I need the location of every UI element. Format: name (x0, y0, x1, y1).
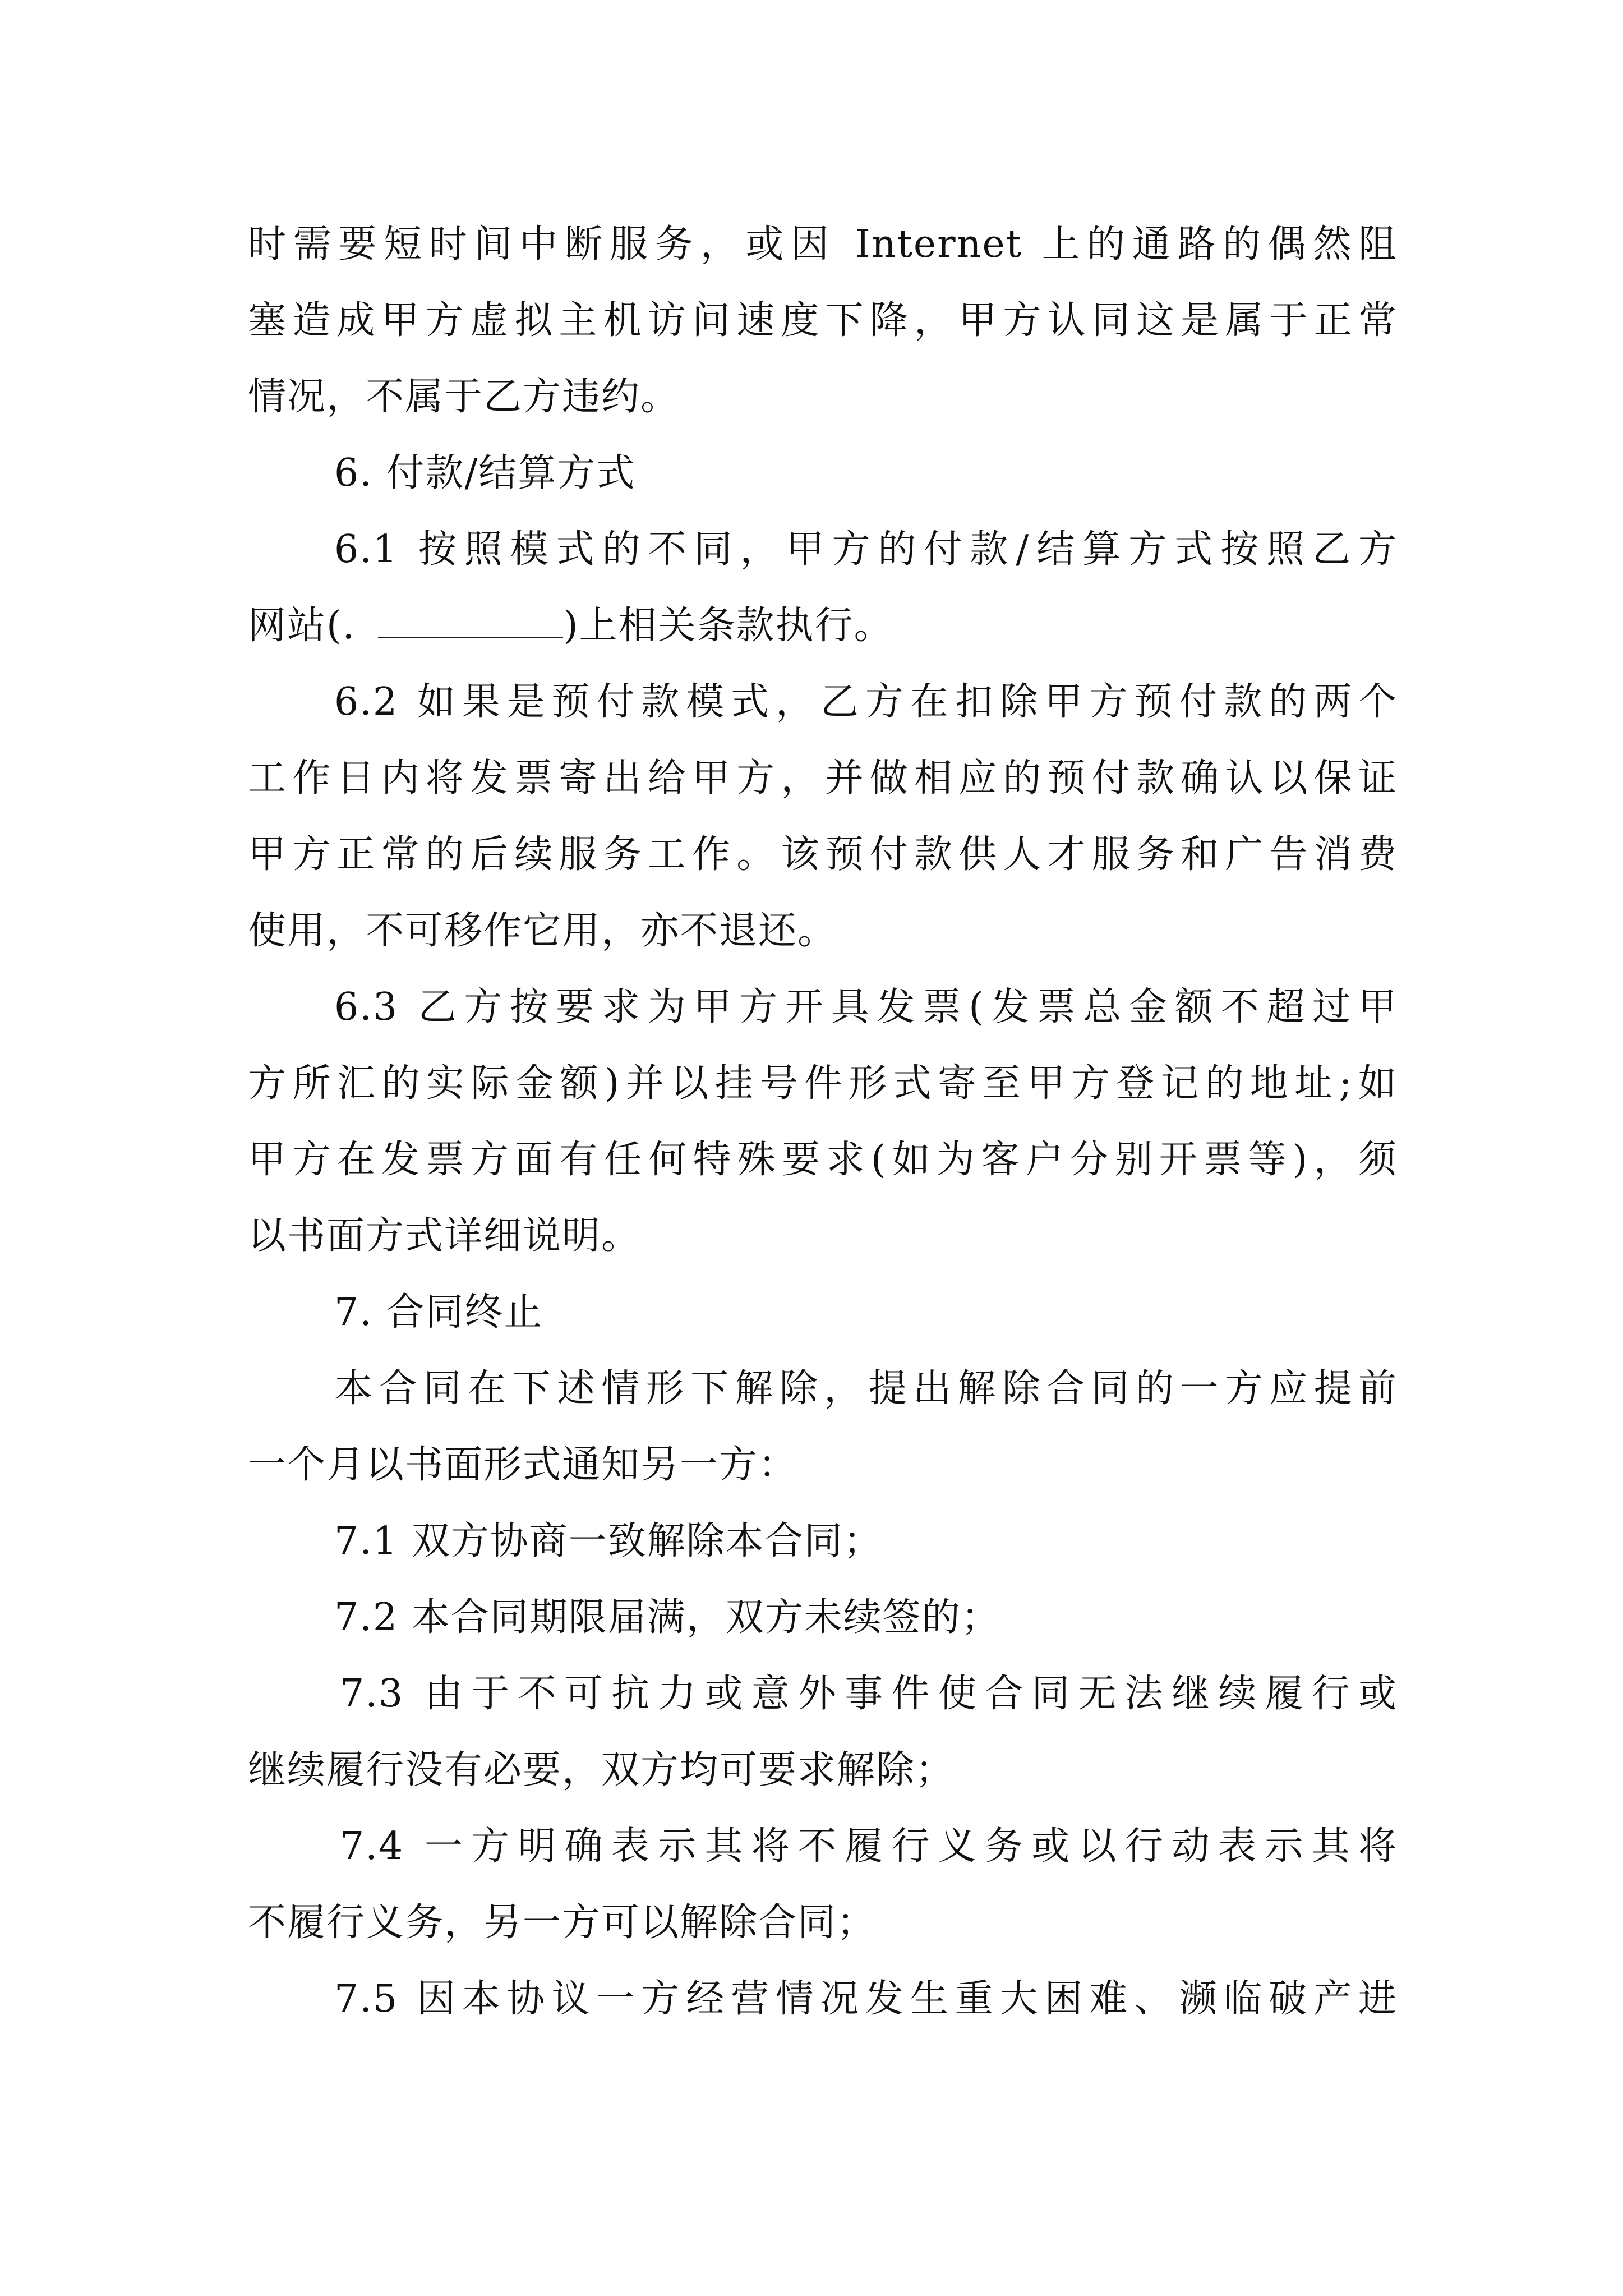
paragraph-line: 继续履行没有必要，双方均可要求解除； (248, 1748, 955, 1792)
url-blank (378, 604, 563, 638)
paragraph-line: 6.2 如果是预付款模式，乙方在扣除甲方预付款的两个 (334, 680, 1398, 724)
clause-7-3: 7.3 由于不可抗力或意外事件使合同无法继续履行或 (340, 1672, 1398, 1716)
clause-7-4: 7.4 一方明确表示其将不履行义务或以行动表示其将 (340, 1824, 1398, 1869)
paragraph-line: 情况，不属于乙方违约。 (248, 375, 680, 419)
paragraph-line: 甲方在发票方面有任何特殊要求(如为客户分别开票等)，须 (248, 1138, 1398, 1182)
clause-7-5: 7.5 因本协议一方经营情况发生重大困难、濒临破产进 (334, 1977, 1398, 2021)
paragraph-line: 一个月以书面形式通知另一方： (248, 1443, 798, 1487)
paragraph-line: 工作日内将发票寄出给甲方，并做相应的预付款确认以保证 (248, 756, 1398, 800)
website-prefix: 网站(. (248, 604, 356, 648)
paragraph-line: 6.1 按照模式的不同，甲方的付款/结算方式按照乙方 (334, 527, 1398, 572)
section-heading-7: 7. 合同终止 (334, 1290, 543, 1335)
section-heading-6: 6. 付款/结算方式 (334, 451, 636, 495)
clause-7-1: 7.1 双方协商一致解除本合同； (334, 1519, 883, 1563)
clause-7-2: 7.2 本合同期限届满，双方未续签的； (334, 1595, 1000, 1640)
paragraph-line: 6.3 乙方按要求为甲方开具发票(发票总金额不超过甲 (334, 985, 1398, 1029)
website-suffix: )上相关条款执行。 (563, 604, 893, 648)
paragraph-line (248, 598, 1398, 654)
paragraph-line: 本合同在下述情形下解除，提出解除合同的一方应提前 (334, 1366, 1398, 1411)
paragraph-line: 以书面方式详细说明。 (248, 1214, 641, 1258)
paragraph-line: 方所汇的实际金额)并以挂号件形式寄至甲方登记的地址;如 (248, 1061, 1398, 1106)
paragraph-line: 使用，不可移作它用，亦不退还。 (248, 909, 837, 953)
paragraph-line: 塞造成甲方虚拟主机访问速度下降，甲方认同这是属于正常 (248, 298, 1398, 343)
paragraph-line: 时需要短时间中断服务，或因 Internet 上的通路的偶然阻 (248, 222, 1398, 266)
paragraph-line: 不履行义务，另一方可以解除合同； (248, 1901, 877, 1945)
paragraph-line: 甲方正常的后续服务工作。该预付款供人才服务和广告消费 (248, 832, 1398, 877)
